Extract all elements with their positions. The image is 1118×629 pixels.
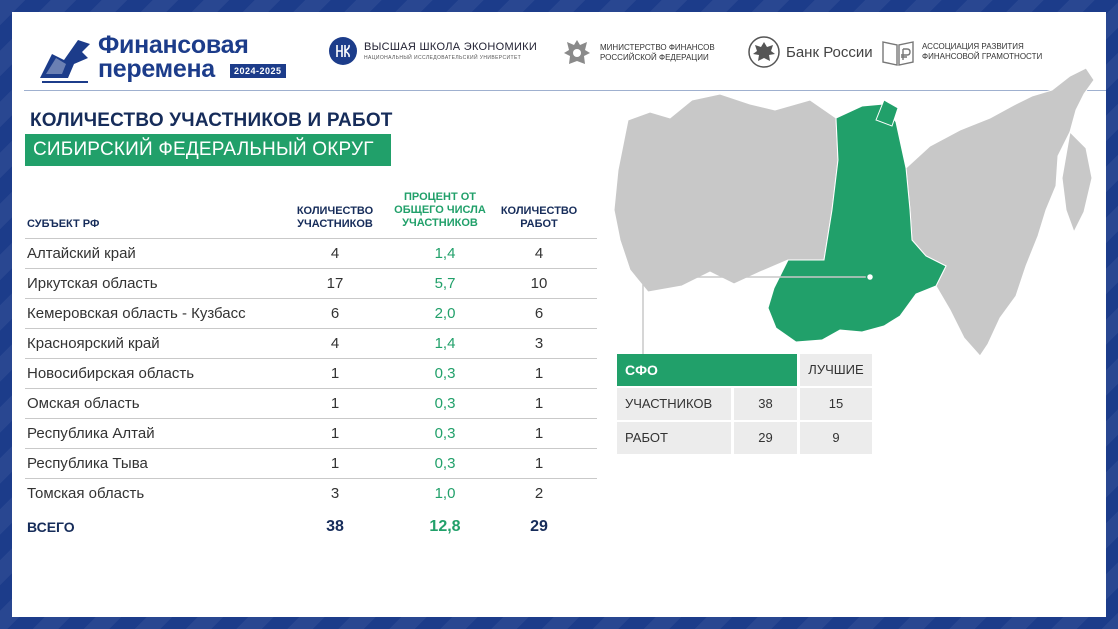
row-percent: 2,0 xyxy=(434,305,456,322)
russia-territory-east xyxy=(906,68,1094,356)
table-row xyxy=(25,418,597,448)
summary-best-header: ЛУЧШИЕ xyxy=(800,354,872,386)
row-works: 3 xyxy=(534,335,544,352)
row-percent: 0,3 xyxy=(434,425,456,442)
row-subject: Томская область xyxy=(27,485,145,502)
total-participants: 38 xyxy=(326,518,344,535)
row-percent: 0,3 xyxy=(434,455,456,472)
table-row xyxy=(25,328,597,358)
header-participants-line2: УЧАСТНИКОВ xyxy=(297,218,373,230)
header-works-line1: КОЛИЧЕСТВО xyxy=(500,205,578,217)
summary-value-works: 29 xyxy=(734,422,797,454)
table-row xyxy=(25,448,597,478)
summary-label-participants: УЧАСТНИКОВ xyxy=(617,388,731,420)
total-row xyxy=(25,509,597,545)
logo-line1: Финансовая xyxy=(98,31,249,59)
row-percent: 1,0 xyxy=(434,485,456,502)
row-percent: 0,3 xyxy=(434,365,456,382)
kamchatka-shape xyxy=(1062,132,1092,232)
row-participants: 1 xyxy=(330,455,340,472)
table-row xyxy=(25,238,597,268)
header-percent-line2: ОБЩЕГО ЧИСЛА xyxy=(394,204,486,216)
row-works: 1 xyxy=(534,455,544,472)
header-percent xyxy=(385,191,495,230)
summary-value-participants: 38 xyxy=(734,388,797,420)
finperemena-logo xyxy=(38,26,308,92)
row-works: 10 xyxy=(530,275,548,292)
row-subject: Кемеровская область - Кузбасс xyxy=(27,305,246,322)
table-header xyxy=(25,188,597,238)
summary-best-participants: 15 xyxy=(800,388,872,420)
header-works-line2: РАБОТ xyxy=(520,218,558,230)
header-subject: СУБЪЕКТ РФ xyxy=(27,218,100,230)
row-participants: 17 xyxy=(326,275,344,292)
row-works: 1 xyxy=(534,425,544,442)
map-pointer-dot xyxy=(867,274,874,281)
row-percent: 0,3 xyxy=(434,395,456,412)
afg-line1: АССОЦИАЦИЯ РАЗВИТИЯ xyxy=(922,42,1024,51)
header-participants-line1: КОЛИЧЕСТВО xyxy=(296,205,374,217)
hse-sub: НАЦИОНАЛЬНЫЙ ИССЛЕДОВАТЕЛЬСКИЙ УНИВЕРСИТЕТ xyxy=(364,55,522,61)
district-subtitle: СИБИРСКИЙ ФЕДЕРАЛЬНЫЙ ОКРУГ xyxy=(25,134,391,166)
row-subject: Омская область xyxy=(27,395,140,412)
hse-name: ВЫСШАЯ ШКОЛА ЭКОНОМИКИ xyxy=(364,41,538,53)
row-participants: 1 xyxy=(330,365,340,382)
logo-years: 2024-2025 xyxy=(230,64,286,78)
coat-of-arms-icon xyxy=(560,36,594,70)
row-works: 4 xyxy=(534,245,544,262)
summary-label-works: РАБОТ xyxy=(617,422,731,454)
summary-best-works: 9 xyxy=(800,422,872,454)
row-works: 6 xyxy=(534,305,544,322)
table-row xyxy=(25,358,597,388)
cbr-name: Банк России xyxy=(786,43,873,61)
row-participants: 4 xyxy=(330,335,340,352)
row-subject: Новосибирская область xyxy=(27,365,195,382)
afg-line2: ФИНАНСОВОЙ ГРАМОТНОСТИ xyxy=(922,52,1043,61)
table-row xyxy=(25,268,597,298)
hse-logo-icon xyxy=(328,36,358,66)
table-row xyxy=(25,478,597,508)
logo-line2: перемена xyxy=(98,55,215,83)
row-subject: Республика Тыва xyxy=(27,455,148,472)
table-row xyxy=(25,388,597,418)
row-works: 2 xyxy=(534,485,544,502)
minfin-line2: РОССИЙСКОЙ ФЕДЕРАЦИИ xyxy=(600,53,709,62)
row-subject: Республика Алтай xyxy=(27,425,155,442)
total-percent: 12,8 xyxy=(429,518,461,535)
total-label: ВСЕГО xyxy=(27,519,75,535)
row-percent: 1,4 xyxy=(434,245,456,262)
row-percent: 5,7 xyxy=(434,275,456,292)
header-participants xyxy=(285,205,385,231)
row-percent: 1,4 xyxy=(434,335,456,352)
row-subject: Алтайский край xyxy=(27,245,136,262)
partner-hse xyxy=(328,36,537,66)
row-participants: 4 xyxy=(330,245,340,262)
bird-emblem-icon xyxy=(38,34,92,84)
summary-district: СФО xyxy=(617,354,797,386)
participants-table xyxy=(25,188,597,545)
row-works: 1 xyxy=(534,365,544,382)
row-participants: 1 xyxy=(330,425,340,442)
row-participants: 1 xyxy=(330,395,340,412)
row-subject: Иркутская область xyxy=(27,275,158,292)
row-participants: 3 xyxy=(330,485,340,502)
header-percent-line3: УЧАСТНИКОВ xyxy=(402,217,478,229)
header-percent-line1: ПРОЦЕНТ ОТ xyxy=(403,191,477,203)
minfin-line1: МИНИСТЕРСТВО ФИНАНСОВ xyxy=(600,43,715,52)
russia-map xyxy=(600,60,1106,380)
row-works: 1 xyxy=(534,395,544,412)
row-participants: 6 xyxy=(330,305,340,322)
total-works: 29 xyxy=(530,518,548,535)
header-works xyxy=(495,205,583,231)
row-subject: Красноярский край xyxy=(27,335,160,352)
page-title: КОЛИЧЕСТВО УЧАСТНИКОВ И РАБОТ xyxy=(30,110,393,131)
table-row xyxy=(25,298,597,328)
